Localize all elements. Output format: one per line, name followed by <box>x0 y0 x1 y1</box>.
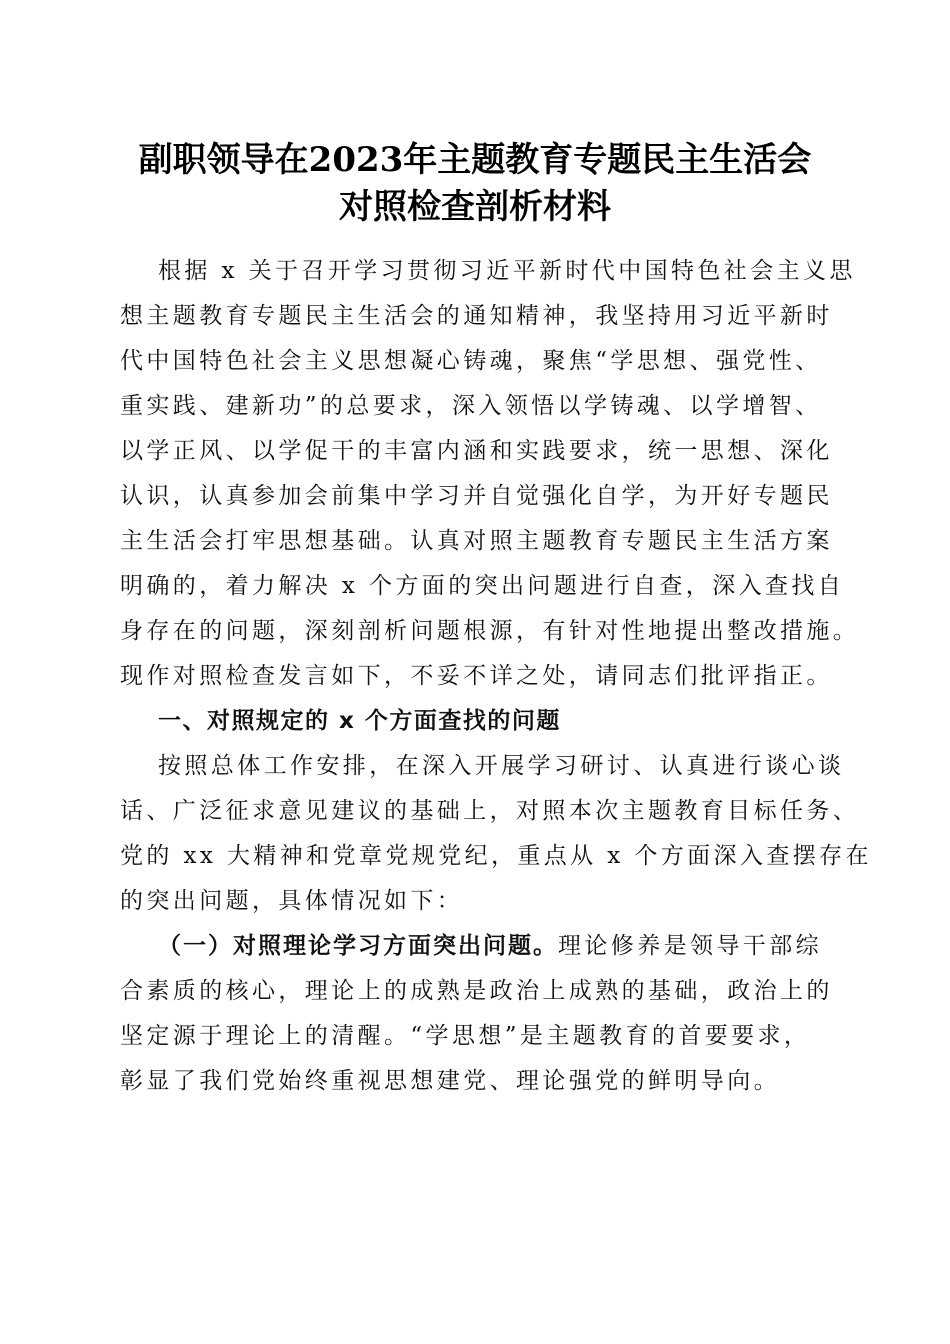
section1-line-3: 党的 xx 大精神和党章党规党纪，重点从 x 个方面深入查摆存在 <box>120 843 872 869</box>
section1-line-2: 话、广泛征求意见建议的基础上，对照本次主题教育目标任务、 <box>120 798 860 824</box>
intro-line-4: 重实践、建新功”的总要求，深入领悟以学铸魂、以学增智、 <box>120 393 822 419</box>
intro-line-2: 想主题教育专题民主生活会的通知精神，我坚持用习近平新时 <box>120 303 833 329</box>
intro-line-8: 明确的，着力解决 x 个方面的突出问题进行自查，深入查找自 <box>120 573 845 599</box>
sub1-line-1-rest: 理论修养是领导干部综 <box>558 933 822 959</box>
section1-line-4: 的突出问题，具体情况如下： <box>120 888 464 914</box>
sub1-heading: （一）对照理论学习方面突出问题。 <box>158 933 558 959</box>
document-title-line-1: 副职领导在2023年主题教育专题民主生活会 <box>138 140 812 180</box>
sub1-line-1 <box>120 927 878 965</box>
intro-line-3: 代中国特色社会主义思想凝心铸魂，聚焦“学思想、强党性、 <box>120 348 822 374</box>
document-title-line-2: 对照检查剖析材料 <box>339 187 611 227</box>
section-heading-1: 一、对照规定的 x 个方面查找的问题 <box>158 708 561 734</box>
section1-line-1: 按照总体工作安排，在深入开展学习研讨、认真进行谈心谈 <box>158 753 845 779</box>
intro-line-5: 以学正风、以学促干的丰富内涵和实践要求，统一思想、深化 <box>120 438 833 464</box>
sub1-line-2: 合素质的核心，理论上的成熟是政治上成熟的基础，政治上的 <box>120 978 833 1004</box>
intro-line-9: 身存在的问题，深刻剖析问题根源，有针对性地提出整改措施。 <box>120 618 860 644</box>
intro-line-10: 现作对照检查发言如下，不妥不详之处，请同志们批评指正。 <box>120 663 833 689</box>
intro-line-7: 主生活会打牢思想基础。认真对照主题教育专题民主生活方案 <box>120 528 833 554</box>
intro-line-1: 根据 x 关于召开学习贯彻习近平新时代中国特色社会主义思 <box>158 258 856 284</box>
sub1-line-3: 坚定源于理论上的清醒。“学思想”是主题教育的首要要求， <box>120 1023 811 1049</box>
intro-line-6: 认识，认真参加会前集中学习并自觉强化自学，为开好专题民 <box>120 483 833 509</box>
sub1-line-4: 彰显了我们党始终重视思想建党、理论强党的鲜明导向。 <box>120 1068 780 1094</box>
